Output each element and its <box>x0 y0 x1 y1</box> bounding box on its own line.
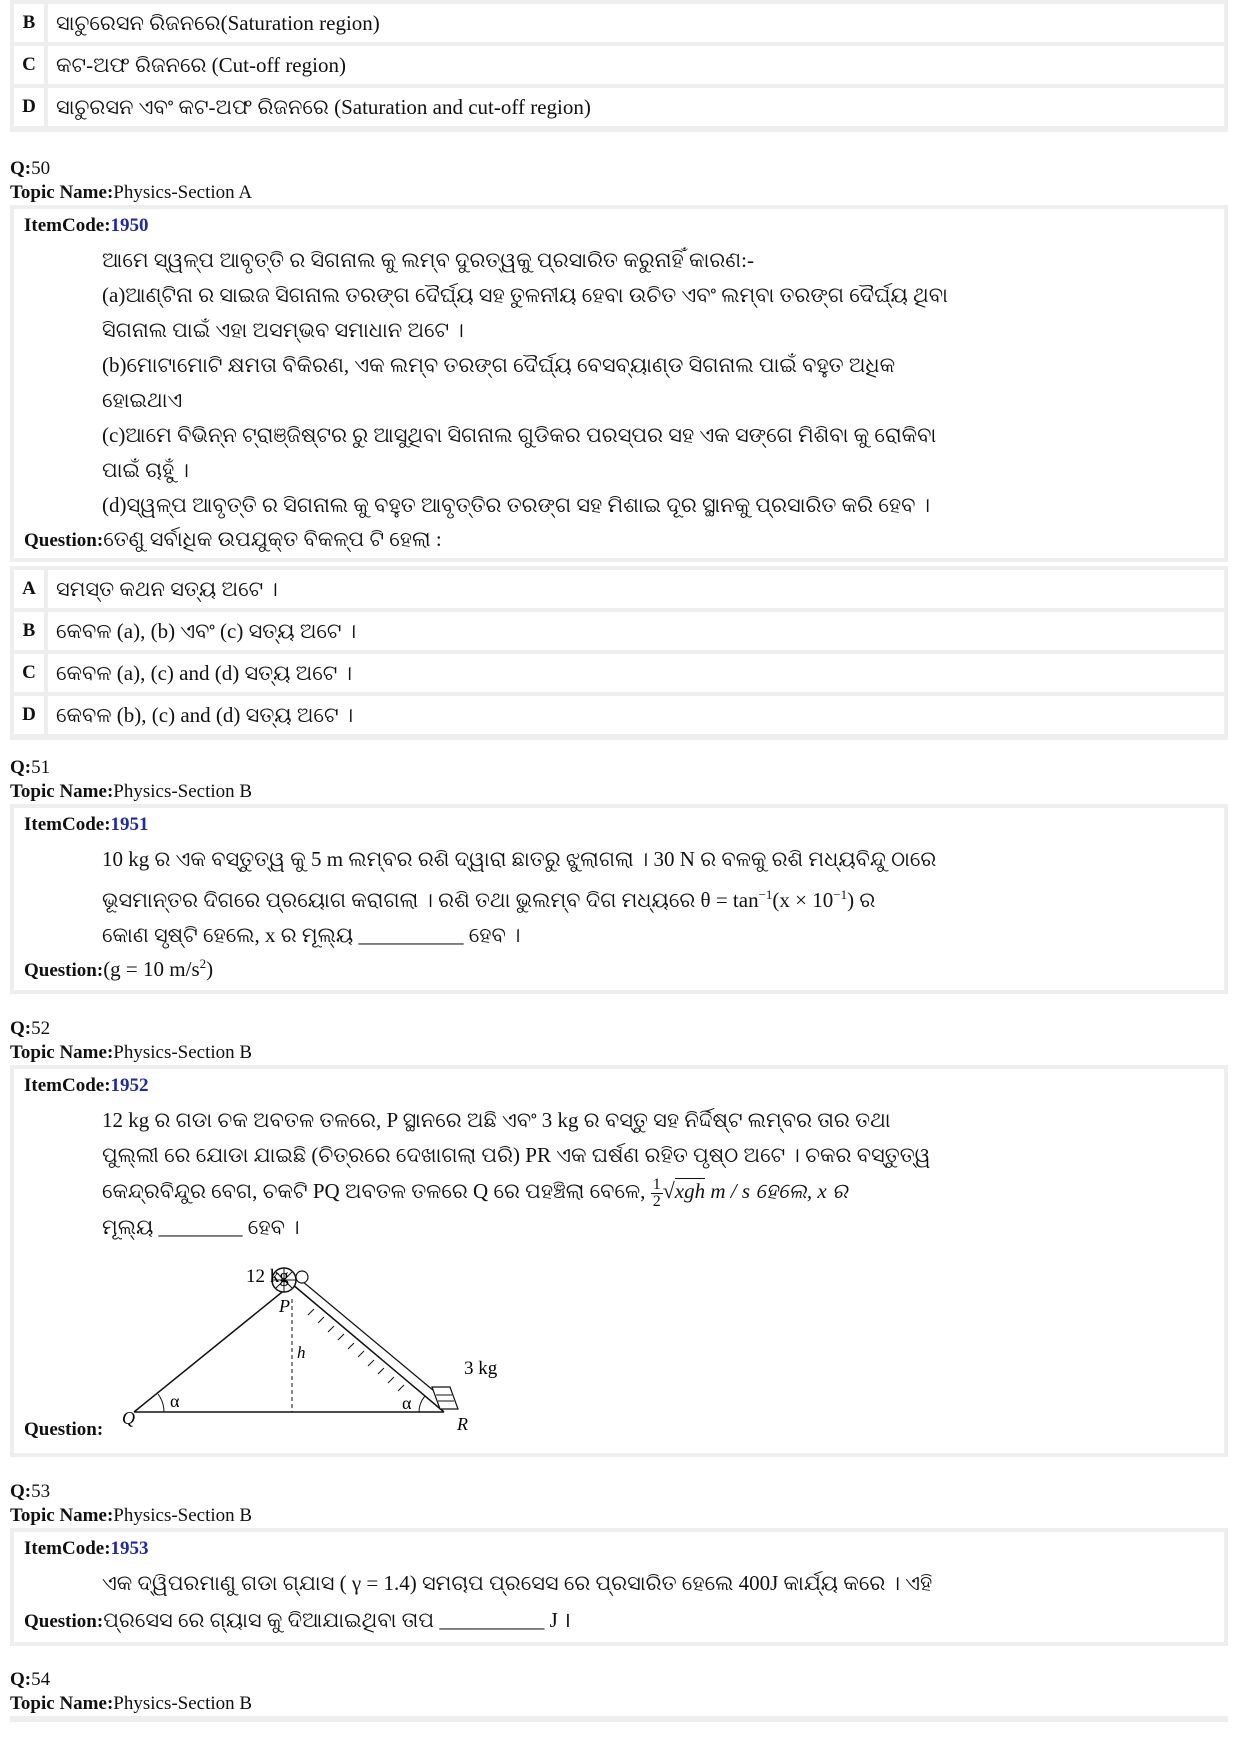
q-line: ସିଗନାଲ ପାଇଁ ଏହା ଅସମ୍ଭବ ସମାଧାନ ଅଟେ । <box>102 318 464 342</box>
option-text: କେବଳ (a), (b) ଏବଂ (c) ସତ୍ୟ ଅଟେ । <box>56 618 357 643</box>
q-line: (d)ସ୍ୱଳ୍ପ ଆବୃତ୍ତି ର ସିଗନାଲ କୁ ବହୁତ ଆବୃତ୍ତିର ତରଙ୍ଗ ସହ ମିଶାଇ ଦୂର ସ୍ଥାନକୁ ପ୍ରସାରିତ କରି ହେବ । <box>102 493 931 517</box>
question-header-50 <box>10 157 252 205</box>
question-header-51 <box>10 756 252 804</box>
label-h: h <box>297 1343 306 1362</box>
q-line: ଏକ ଦ୍ୱିପରମାଣୁ ଗଡା ଗ୍ଯାସ ( γ = 1.4) ସମଚାପ ପ୍ରସେସ ରେ ପ୍ରସାରିତ ହେଲେ 400J କାର୍ଯ୍ୟ କରେ । ଏହି <box>102 1571 933 1595</box>
question-label: Question: <box>24 1419 104 1440</box>
option-letter: D <box>14 88 48 126</box>
question-text-50 <box>102 243 1194 523</box>
q-line: 10 kg ର ଏକ ବସ୍ତୁତ୍ୱ କୁ 5 m ଲମ୍ବର ରଶି ଦ୍ୱାରା ଛାତରୁ ଝୁଲାଗଲା । 30 N ର ବଳକୁ ରଶି ମଧ୍ୟବିନ୍ଦୁ ଠାରେ <box>102 847 937 871</box>
itemcode: ItemCode:1953 <box>24 1538 149 1559</box>
label-alpha-r: α <box>402 1393 412 1413</box>
label-12kg: 12 kg <box>246 1266 289 1287</box>
question-number: 54 <box>31 1669 51 1690</box>
q-line: (a)ଆଣ୍ଟିନା ର ସାଇଜ ସିଗନାଲ ତରଙ୍ଗ ଦୈର୍ଘ୍ୟ ସହ ତୁଳନୀୟ ହେବା ଉଚିତ ଏବଂ ଲମ୍ବା ତରଙ୍ଗ ଦୈର୍ଘ୍ୟ ଥିବା <box>102 283 948 307</box>
q-prefix: Q: <box>10 1018 32 1039</box>
option-letter: C <box>14 654 48 692</box>
itemcode: ItemCode:1952 <box>24 1075 149 1096</box>
q-line: କେନ୍ଦ୍ରବିନ୍ଦୁର ବେଗ, ଚକଟି PQ ଅବତଳ ତଳରେ Q ରେ ପହଞ୍ଚିଲା ବେଳେ, $\frac{1}{2}$ √xgh m / s ହେଲେ, x ର <box>102 1175 848 1210</box>
option-row-c[interactable] <box>14 46 1224 84</box>
question-text-52 <box>102 1103 1194 1245</box>
string <box>296 1276 440 1396</box>
q-line: ପାଇଁ ଚାହୁଁ । <box>102 458 189 482</box>
label-r: R <box>457 1414 468 1434</box>
q-prefix: Q: <box>10 757 32 778</box>
question-label: Question:ତେଣୁ ସର୍ବାଧିକ ଉପଯୁକ୍ତ ବିକଳ୍ପ ଟି ହେଲା : <box>24 527 442 551</box>
label-3kg: 3 kg <box>464 1358 498 1379</box>
option-text: ସାଚୁରେସନ ରିଜନରେ(Saturation region) <box>56 10 380 35</box>
q-line: ହୋଇଥାଏ <box>102 388 183 412</box>
topic-prefix: Topic Name: <box>10 1505 114 1526</box>
angle-arc-r <box>419 1396 425 1412</box>
topic-prefix: Topic Name: <box>10 182 114 203</box>
hatching <box>308 1309 404 1391</box>
question-tail: ତେଣୁ ସର୍ବାଧିକ ଉପଯୁକ୍ତ ବିକଳ୍ପ ଟି ହେଲା : <box>103 527 442 551</box>
q-line: (c)ଆମେ ବିଭିନ୍ନ ଟ୍ରାଞ୍ଜିଷ୍ଟର ରୁ ଆସୁଥିବା ସିଗନାଲ ଗୁଡିକର ପରସ୍ପର ସହ ଏକ ସଙ୍ଗେ ମିଶିବା କୁ ରୋକିବା <box>102 423 937 447</box>
question-tail: ପ୍ରସେସ ରେ ଗ୍ୟାସ କୁ ଦିଆଯାଇଥିବା ତାପ __________ J । <box>103 1608 571 1632</box>
label-p: P <box>279 1296 290 1316</box>
topic-prefix: Topic Name: <box>10 781 114 802</box>
option-letter: C <box>14 46 48 84</box>
question-number: 50 <box>31 158 51 179</box>
option-text: ସମସ୍ତ କଥନ ସତ୍ୟ ଅଟେ । <box>56 576 278 601</box>
question-tail: (g = 10 $m/s^2$) <box>103 956 214 981</box>
q-prefix: Q: <box>10 1481 32 1502</box>
question-box-52 <box>10 1065 1228 1457</box>
q-line: ଭୂସମାନ୍ତର ଦିଗରେ ପ୍ରୟୋଗ କରାଗଲା । ରଶି ତଥା ଭୁଲମ୍ବ ଦିଗ ମଧ୍ୟରେ $\theta = \tan^{-1}(x \times 10^{-1})$ ର <box>102 887 876 912</box>
option-row-a[interactable] <box>14 570 1224 608</box>
q-line: (b)ମୋଟାମୋଟି କ୍ଷମତା ବିକିରଣ, ଏକ ଲମ୍ବ ତରଙ୍ଗ ଦୈର୍ଘ୍ୟ ବେସବ୍ୟାଣ୍ଡ ସିଗନାଲ ପାଇଁ ବହୁତ ଅଧିକ <box>102 353 896 377</box>
topic-prefix: Topic Name: <box>10 1042 114 1063</box>
option-row-d[interactable] <box>14 696 1224 734</box>
topic-name: Physics-Section B <box>113 1042 253 1063</box>
itemcode-value: 1951 <box>110 814 149 835</box>
q-prefix: Q: <box>10 1669 32 1690</box>
option-letter: B <box>14 612 48 650</box>
question-number: 52 <box>31 1018 51 1039</box>
question-header-54 <box>10 1668 252 1716</box>
q-prefix: Q: <box>10 158 32 179</box>
question-text-53 <box>102 1566 1194 1601</box>
angle-arc-q <box>158 1394 164 1412</box>
question-number: 53 <box>31 1481 51 1502</box>
option-row-c[interactable] <box>14 654 1224 692</box>
option-text: କେବଳ (b), (c) and (d) ସତ୍ୟ ଅଟେ । <box>56 702 354 727</box>
itemcode-value: 1950 <box>110 215 149 236</box>
option-letter: D <box>14 696 48 734</box>
q-line: ପୁଲ୍ଲୀ ରେ ଯୋଡା ଯାଇଛି (ଚିତ୍ରରେ ଦେଖାଗଲା ପରି) PR ଏକ ଘର୍ଷଣ ରହିତ ପୃଷ୍ଠ ଅଟେ । ଚକର ବସ୍ତୁତ୍ୱ <box>102 1143 931 1167</box>
q-line: ମୂଲ୍ୟ ________ ହେବ । <box>102 1214 300 1239</box>
q-line: କୋଣ ସୃଷ୍ଟି ହେଲେ, x ର ମୂଲ୍ୟ __________ ହେବ । <box>102 923 521 947</box>
question-label: Question:(g = 10 $m/s^2$) <box>24 956 214 981</box>
label-alpha-q: α <box>170 1391 180 1411</box>
question-box-51 <box>10 804 1228 994</box>
itemcode: ItemCode:1951 <box>24 814 149 835</box>
q-line: 12 kg ର ଗଡା ଚକ ଅବତଳ ତଳରେ, P ସ୍ଥାନରେ ଅଛି ଏବଂ 3 kg ର ବସ୍ତୁ ସହ ନିର୍ଦ୍ଦିଷ୍ଟ ଲମ୍ବର ତାର ତଥା <box>102 1108 891 1132</box>
question-header-53 <box>10 1480 252 1528</box>
q-line: ଆମେ ସ୍ୱଳ୍ପ ଆବୃତ୍ତି ର ସିଗନାଲ କୁ ଲମ୍ବ ଦୁରତ୍ୱକୁ ପ୍ରସାରିତ କରୁନାହିଁ କାରଣ:- <box>102 248 754 272</box>
question-box-50 <box>10 205 1228 562</box>
question-box-54-edge <box>10 1716 1228 1722</box>
topic-name: Physics-Section B <box>113 1693 253 1714</box>
question-label: Question:ପ୍ରସେସ ରେ ଗ୍ୟାସ କୁ ଦିଆଯାଇଥିବା ତାପ __________ J । <box>24 1608 571 1632</box>
prev-options-box <box>10 0 1228 132</box>
option-letter: B <box>14 4 48 42</box>
itemcode-value: 1952 <box>110 1075 149 1096</box>
topic-name: Physics-Section B <box>113 781 253 802</box>
topic-name: Physics-Section A <box>113 182 253 203</box>
question-header-52 <box>10 1017 252 1065</box>
question-text-51 <box>102 842 1194 953</box>
option-row-d[interactable] <box>14 88 1224 126</box>
label-q: Q <box>122 1408 135 1428</box>
option-text: କଟ-ଅଫ ରିଜନରେ (Cut-off region) <box>56 52 346 77</box>
fraction: $\frac{1}{2}$ <box>652 1175 661 1210</box>
option-row-b[interactable] <box>14 612 1224 650</box>
topic-name: Physics-Section B <box>113 1505 253 1526</box>
option-text: କେବଳ (a), (c) and (d) ସତ୍ୟ ଅଟେ । <box>56 660 353 685</box>
option-letter: A <box>14 570 48 608</box>
option-text: ସାଚୁରସନ ଏବଂ କଟ-ଅଫ ରିଜନରେ (Saturation and cut-off region) <box>56 94 591 119</box>
itemcode: ItemCode:1950 <box>24 215 149 236</box>
incline-figure <box>114 1249 564 1434</box>
topic-prefix: Topic Name: <box>10 1693 114 1714</box>
itemcode-value: 1953 <box>110 1538 149 1559</box>
question-box-53 <box>10 1528 1228 1646</box>
question-number: 51 <box>31 757 51 778</box>
options-box-50 <box>10 566 1228 740</box>
option-row-b[interactable] <box>14 4 1224 42</box>
